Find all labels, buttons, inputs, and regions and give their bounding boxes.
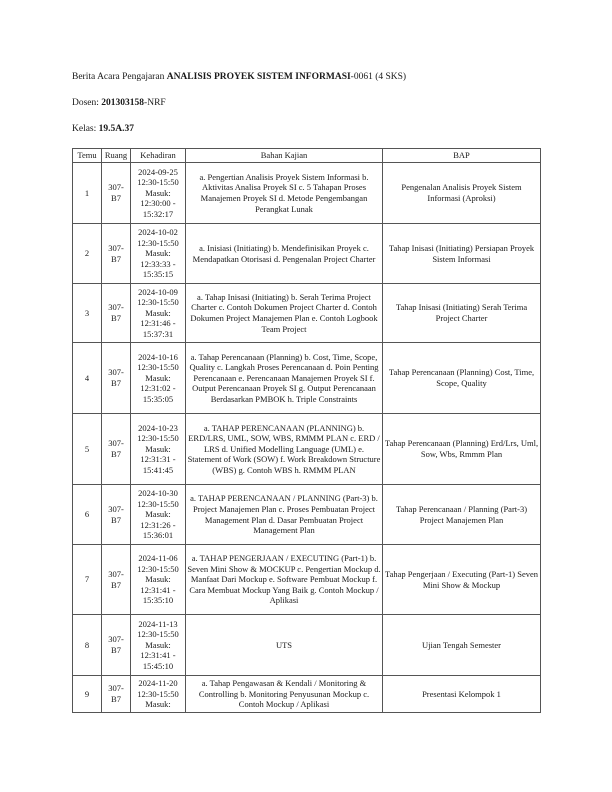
kehadiran-line: 15:35:15 [142, 269, 174, 280]
kehadiran-line: 12:30-15:50 [137, 563, 179, 574]
table-row [73, 545, 541, 615]
table-row [73, 163, 541, 224]
dosen-label: Dosen: [72, 98, 102, 108]
bap-cell [383, 414, 541, 485]
course-name: ANALISIS PROYEK SISTEM INFORMASI [166, 72, 351, 82]
bahan-kajian-cell [186, 485, 383, 545]
temu-cell [73, 343, 102, 414]
kehadiran-line: 12:30-15:50 [137, 362, 179, 373]
temu-cell [73, 284, 102, 343]
bap-cell [383, 615, 541, 676]
kehadiran-line: Masuk: [145, 187, 171, 198]
temu-cell [73, 676, 102, 713]
kehadiran-line: 2024-10-02 [138, 227, 178, 238]
kehadiran-line: 12:31:31 - [140, 454, 176, 465]
temu-cell-text: 6 [84, 509, 90, 520]
kehadiran-line: 12:30-15:50 [137, 177, 179, 188]
kelas-value: 19.5A.37 [98, 124, 135, 134]
attendance-table [72, 148, 541, 713]
kehadiran-line: 2024-11-13 [138, 618, 178, 629]
temu-cell [73, 414, 102, 485]
bap-cell [383, 224, 541, 284]
ruang-cell-text: 307-B7 [108, 634, 124, 655]
bahan-kajian-cell [186, 414, 383, 485]
kehadiran-line: 12:31:41 - [140, 650, 176, 661]
kehadiran-cell [131, 343, 186, 414]
temu-cell [73, 163, 102, 224]
col-temu: Temu [73, 149, 102, 163]
kehadiran-line: 12:31:46 - [140, 318, 176, 329]
kelas-label: Kelas: [72, 124, 99, 134]
kehadiran-line: 2024-10-23 [138, 422, 178, 433]
bap-cell [383, 485, 541, 545]
bahan-kajian-cell-text: a. Tahap Perencanaan (Planning) b. Cost, Time, Scope, Quality c. Langkah Proses Perencanaan d. Poin Penting Perencanaan e. Perencanaan Manajemen Proyek SI f. Output Perencanaan Proyek SI g. Output Perencanaan Berdasarkan PMBOK h. Triple Constraints [189, 351, 379, 404]
table-row [73, 343, 541, 414]
kehadiran-line: 12:30-15:50 [137, 297, 179, 308]
kehadiran-line: Masuk: [145, 248, 171, 259]
kehadiran-line: 15:45:10 [142, 660, 174, 671]
ruang-cell-text: 307-B7 [108, 302, 124, 323]
temu-cell-text: 1 [84, 187, 90, 198]
kehadiran-line: 2024-10-16 [138, 351, 178, 362]
ruang-cell [102, 615, 131, 676]
kelas-line [72, 124, 134, 134]
kehadiran-line: 12:30:00 - [140, 198, 176, 209]
ruang-cell-text: 307-B7 [108, 182, 124, 203]
kehadiran-line: 12:33:33 - [140, 258, 176, 269]
kehadiran-cell [131, 615, 186, 676]
temu-cell-text: 4 [84, 372, 90, 383]
kehadiran-cell [131, 414, 186, 485]
ruang-cell-text: 307-B7 [108, 242, 124, 264]
ruang-cell-text: 307-B7 [108, 438, 124, 459]
ruang-cell-text: 307-B7 [108, 683, 124, 704]
kehadiran-line: Masuk: [145, 699, 171, 710]
col-bahan-kajian: Bahan Kajian [186, 149, 383, 163]
bahan-kajian-cell [186, 163, 383, 224]
bap-cell-text: Tahap Inisasi (Initiating) Serah Terima Project Charter [395, 302, 528, 323]
ruang-cell [102, 676, 131, 713]
kehadiran-line: 15:37:31 [142, 328, 174, 339]
ruang-cell [102, 414, 131, 485]
temu-cell-text: 9 [84, 688, 90, 699]
bahan-kajian-cell [186, 545, 383, 615]
kehadiran-line: 2024-10-30 [138, 488, 178, 499]
bahan-kajian-cell-text: a. TAHAP PENGERJAAN / EXECUTING (Part-1) b. Seven Mini Show & MOCKUP c. Pengertian Mockup d. Manfaat Dari Mockup e. Software Pembuat Mockup f. Cara Membuat Mockup Yang Baik g. Contoh Mockup / Aplikasi [187, 553, 381, 606]
bahan-kajian-cell-text: a. Inisiasi (Initiating) b. Mendefinisikan Proyek c. Mendapatkan Otorisasi d. Pengenalan Project Charter [192, 242, 376, 264]
kehadiran-line: 12:31:26 - [140, 519, 176, 530]
bap-cell-text: Ujian Tengah Semester [421, 639, 502, 650]
table-row [73, 485, 541, 545]
col-kehadiran: Kehadiran [131, 149, 186, 163]
ruang-cell-text: 307-B7 [108, 568, 124, 590]
kehadiran-line: 12:31:02 - [140, 383, 176, 394]
kehadiran-line: 15:41:45 [142, 464, 174, 475]
kehadiran-cell [131, 224, 186, 284]
document-title [72, 72, 406, 82]
bahan-kajian-cell [186, 224, 383, 284]
kehadiran-line: 12:30-15:50 [137, 433, 179, 444]
bahan-kajian-cell [186, 284, 383, 343]
kehadiran-line: Masuk: [145, 307, 171, 318]
ruang-cell-text: 307-B7 [108, 503, 124, 525]
bahan-kajian-cell-text: a. Pengertian Analisis Proyek Sistem Informasi b. Aktivitas Analisa Proyek SI c. 5 Tahapan Proses Manajemen Proyek SI d. Metode Pengembangan Perangkat Lunak [199, 171, 369, 214]
kehadiran-line: 12:30-15:50 [137, 498, 179, 509]
kehadiran-line: 2024-10-09 [138, 286, 178, 297]
temu-cell-text: 2 [84, 248, 90, 259]
bahan-kajian-cell-text: a. TAHAP PERENCANAAN / PLANNING (Part-3) b. Project Manajemen Plan c. Proses Pembuatan Project Management Plan d. Dasar Pembuatan Project Management Plan [190, 493, 378, 536]
temu-cell-text: 7 [84, 574, 90, 585]
kehadiran-line: 2024-11-20 [138, 678, 178, 689]
dosen-code: -NRF [144, 98, 166, 108]
bahan-kajian-cell-text: a. Tahap Inisasi (Initiating) b. Serah Terima Project Charter c. Contoh Dokumen Project Charter d. Contoh Dokumen Project Manajemen Plan e. Contoh Logbook Team Project [190, 291, 378, 334]
kehadiran-line: 15:36:01 [142, 530, 174, 541]
table-row [73, 284, 541, 343]
temu-cell-text: 3 [84, 307, 90, 318]
kehadiran-line: 15:35:10 [142, 595, 174, 606]
bahan-kajian-cell-text: a. TAHAP PERENCANAAN (PLANNING) b. ERD/LRS, UML, SOW, WBS, RMMM PLAN c. ERD / LRS d. Unified Modelling Language (UML) e. Statement of Work (SOW) f. Work Breakdown Structure (WBS) g. Contoh WBS h. RMMM PLAN [187, 422, 381, 475]
table-row [73, 615, 541, 676]
bap-cell-text: Pengenalan Analisis Proyek Sistem Informasi (Aproksi) [401, 182, 522, 203]
kehadiran-line: Masuk: [145, 509, 171, 520]
bap-cell [383, 676, 541, 713]
kehadiran-line: 12:30-15:50 [137, 629, 179, 640]
bap-cell-text: Tahap Pengerjaan / Executing (Part-1) Seven Mini Show & Mockup [384, 568, 539, 590]
title-prefix: Berita Acara Pengajaran [72, 72, 167, 82]
bap-cell-text: Tahap Inisasi (Initiating) Persiapan Proyek Sistem Informasi [388, 242, 535, 264]
temu-cell [73, 485, 102, 545]
bap-cell [383, 163, 541, 224]
bap-cell [383, 545, 541, 615]
bahan-kajian-cell [186, 676, 383, 713]
bap-cell [383, 343, 541, 414]
kehadiran-line: 15:35:05 [142, 393, 174, 404]
kehadiran-cell [131, 284, 186, 343]
bahan-kajian-cell [186, 615, 383, 676]
table-row [73, 224, 541, 284]
ruang-cell [102, 485, 131, 545]
dosen-id: 201303158 [101, 98, 145, 108]
kehadiran-line: 12:30-15:50 [137, 688, 179, 699]
col-ruang: Ruang [102, 149, 131, 163]
ruang-cell [102, 163, 131, 224]
kehadiran-cell [131, 676, 186, 713]
bap-cell-text: Presentasi Kelompok 1 [422, 688, 501, 699]
temu-cell [73, 615, 102, 676]
temu-cell-text: 8 [84, 639, 90, 650]
kehadiran-line: Masuk: [145, 443, 171, 454]
bap-cell-text: Tahap Perencanaan (Planning) Erd/Lrs, Uml, Sow, Wbs, Rmmm Plan [384, 438, 539, 459]
kehadiran-cell [131, 163, 186, 224]
kehadiran-line: 15:32:17 [142, 208, 174, 219]
kehadiran-line: 12:31:41 - [140, 584, 176, 595]
bahan-kajian-cell [186, 343, 383, 414]
kehadiran-line: 12:30-15:50 [137, 237, 179, 248]
ruang-cell [102, 343, 131, 414]
bap-cell [383, 284, 541, 343]
kehadiran-line: Masuk: [145, 574, 171, 585]
kehadiran-cell [131, 485, 186, 545]
bahan-kajian-cell-text: UTS [275, 639, 293, 650]
dosen-line [72, 98, 166, 108]
kehadiran-line: Masuk: [145, 372, 171, 383]
bap-cell-text: Tahap Perencanaan (Planning) Cost, Time, Scope, Quality [388, 367, 535, 388]
temu-cell [73, 224, 102, 284]
temu-cell [73, 545, 102, 615]
kehadiran-line: Masuk: [145, 639, 171, 650]
bap-cell-text: Tahap Perencanaan / Planning (Part-3) Project Manajemen Plan [395, 503, 528, 525]
temu-cell-text: 5 [84, 443, 90, 454]
table-header-row [73, 149, 541, 163]
ruang-cell [102, 284, 131, 343]
kehadiran-cell [131, 545, 186, 615]
course-code: -0061 (4 SKS) [350, 72, 407, 82]
bahan-kajian-cell-text: a. Tahap Pengawasan & Kendali / Monitoring & Controlling b. Monitoring Penyusunan Mockup c. Contoh Mockup / Aplikasi [198, 678, 370, 710]
kehadiran-line: 2024-11-06 [138, 553, 178, 564]
ruang-cell-text: 307-B7 [108, 367, 124, 388]
ruang-cell [102, 224, 131, 284]
col-bap: BAP [383, 149, 541, 163]
ruang-cell [102, 545, 131, 615]
table-row [73, 414, 541, 485]
table-row [73, 676, 541, 713]
kehadiran-line: 2024-09-25 [138, 166, 178, 177]
